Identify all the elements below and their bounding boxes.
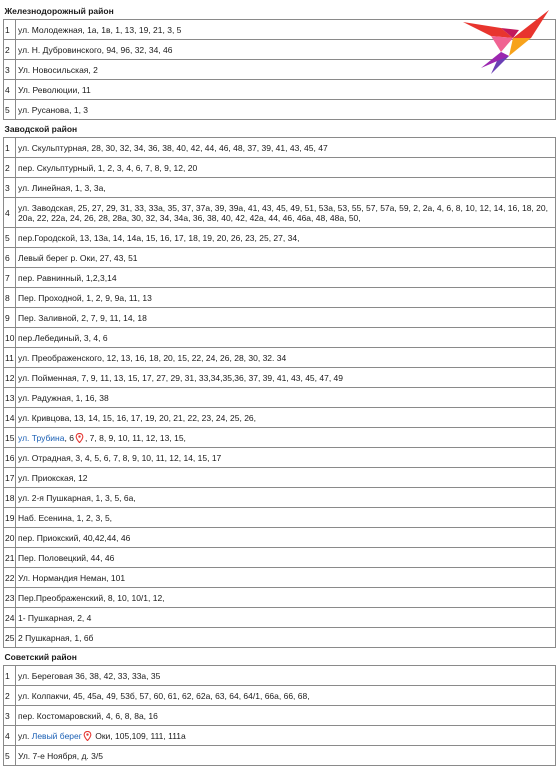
- address-text: ул. Н. Дубровинского, 94, 96, 32, 34, 46: [18, 44, 173, 55]
- address-text: ул. Отрадная, 3, 4, 5, 6, 7, 8, 9, 10, 11, 12, 14, 15, 17: [18, 452, 222, 463]
- row-number: 8: [4, 288, 16, 308]
- table-row: [4, 138, 556, 158]
- row-number: 7: [4, 268, 16, 288]
- table-row: [4, 100, 556, 120]
- address-cell: [16, 508, 556, 528]
- table-row: [4, 368, 556, 388]
- row-number: 11: [4, 348, 16, 368]
- table-row: [4, 508, 556, 528]
- table-row: [4, 328, 556, 348]
- address-text: 1- Пушкарная, 2, 4: [18, 612, 92, 623]
- address-text: Пер.Преображенский, 8, 10, 10/1, 12,: [18, 592, 165, 603]
- table-row: [4, 726, 556, 746]
- table-row: [4, 548, 556, 568]
- address-cell: [16, 548, 556, 568]
- address-cell: [16, 448, 556, 468]
- table-row: [4, 348, 556, 368]
- address-cell: [16, 100, 556, 120]
- table-row: [4, 308, 556, 328]
- address-cell: [16, 628, 556, 648]
- address-cell: [16, 80, 556, 100]
- address-text: ул. Береговая 36, 38, 42, 33, 33а, 35: [18, 670, 161, 681]
- address-text: Левый берег р. Оки, 27, 43, 51: [18, 252, 138, 263]
- address-cell: [16, 746, 556, 766]
- row-number: 3: [4, 178, 16, 198]
- address-cell: [16, 268, 556, 288]
- table-row: [4, 80, 556, 100]
- address-cell: [16, 308, 556, 328]
- table-row: [4, 528, 556, 548]
- address-text: Ул. Революции, 11: [18, 84, 91, 95]
- table-row: [4, 388, 556, 408]
- row-number: 3: [4, 60, 16, 80]
- bird-logo-icon: [461, 8, 551, 74]
- table-row: [4, 608, 556, 628]
- row-number: 3: [4, 706, 16, 726]
- address-text: ул. Русанова, 1, 3: [18, 104, 89, 115]
- table-row: [4, 268, 556, 288]
- address-cell: [16, 726, 556, 746]
- address-text: пер.Городской, 13, 13а, 14, 14а, 15, 16, 17, 18, 19, 20, 26, 23, 25, 27, 34,: [18, 232, 300, 243]
- table-row: [4, 228, 556, 248]
- row-number: 14: [4, 408, 16, 428]
- address-text: 2 Пушкарная, 1, 6б: [18, 632, 94, 643]
- address-rest: Оки, 105,109, 111, 111а: [92, 730, 186, 741]
- table-row: [4, 488, 556, 508]
- address-cell: [16, 198, 556, 228]
- table-row: [4, 428, 556, 448]
- address-cell: [16, 706, 556, 726]
- address-text: Ул. Новосильская, 2: [18, 64, 98, 75]
- address-text: ул. Радужная, 1, 16, 38: [18, 392, 109, 403]
- address-text: Ул. 7-е Ноября, д. 3/5: [18, 750, 103, 761]
- address-text: ул. Пойменная, 7, 9, 11, 13, 15, 17, 27, 29, 31, 33,34,35,36, 37, 39, 41, 43, 45, 47, 49: [18, 372, 344, 383]
- row-number: 24: [4, 608, 16, 628]
- address-cell: [16, 608, 556, 628]
- address-cell: [16, 468, 556, 488]
- district-heading: Железнодорожный район: [4, 2, 556, 20]
- table-row: [4, 198, 556, 228]
- address-cell: [16, 428, 556, 448]
- table-row: [4, 158, 556, 178]
- address-cell: [16, 408, 556, 428]
- page: [3, 2, 556, 766]
- table-row: [4, 628, 556, 648]
- address-cell: [16, 348, 556, 368]
- table-row: [4, 288, 556, 308]
- row-number: 10: [4, 328, 16, 348]
- address-text: Пер. Заливной, 2, 7, 9, 11, 14, 18: [18, 312, 147, 323]
- row-number: 20: [4, 528, 16, 548]
- address-cell: [16, 328, 556, 348]
- address-text: пер.Лебединый, 3, 4, 6: [18, 332, 108, 343]
- street-link[interactable]: Левый берег: [31, 730, 82, 741]
- address-text: пер. Приокский, 40,42,44, 46: [18, 532, 131, 543]
- table-row: [4, 248, 556, 268]
- address-text: ул. Молодежная, 1а, 1в, 1, 13, 19, 21, 3, 5: [18, 24, 182, 35]
- address-text: ул. Приокская, 12: [18, 472, 88, 483]
- row-number: 2: [4, 686, 16, 706]
- street-link[interactable]: ул. Трубина: [18, 432, 65, 443]
- address-rest: , 7, 8, 9, 10, 11, 12, 13, 15,: [84, 432, 186, 443]
- address-text: пер. Равнинный, 1,2,3,14: [18, 272, 117, 283]
- row-number: 5: [4, 746, 16, 766]
- row-number: 2: [4, 40, 16, 60]
- address-text: Наб. Есенина, 1, 2, 3, 5,: [18, 512, 113, 523]
- address-table: [3, 2, 556, 766]
- table-row: [4, 178, 556, 198]
- address-text: Пер. Проходной, 1, 2, 9, 9а, 11, 13: [18, 292, 152, 303]
- table-row: [4, 468, 556, 488]
- row-number: 18: [4, 488, 16, 508]
- address-cell: [16, 388, 556, 408]
- address-text: Ул. Нормандия Неман, 101: [18, 572, 126, 583]
- table-row: [4, 588, 556, 608]
- address-cell: [16, 228, 556, 248]
- row-number: 16: [4, 448, 16, 468]
- address-text: ул. Преображенского, 12, 13, 16, 18, 20, 15, 22, 24, 26, 28, 30, 32. 34: [18, 352, 287, 363]
- row-number: 4: [4, 80, 16, 100]
- row-number: 1: [4, 20, 16, 40]
- address-cell: [16, 488, 556, 508]
- address-cell: [16, 288, 556, 308]
- address-cell: [16, 666, 556, 686]
- address-text: пер. Скульптурный, 1, 2, 3, 4, 6, 7, 8, 9, 12, 20: [18, 162, 198, 173]
- address-text: , 6: [64, 432, 74, 443]
- address-cell: [16, 588, 556, 608]
- address-cell: [16, 528, 556, 548]
- row-number: 15: [4, 428, 16, 448]
- district-heading: Заводской район: [4, 120, 556, 138]
- table-row: [4, 408, 556, 428]
- row-number: 9: [4, 308, 16, 328]
- row-number: 5: [4, 100, 16, 120]
- table-row: [4, 568, 556, 588]
- address-cell: [16, 178, 556, 198]
- address-text: ул. Заводская, 25, 27, 29, 31, 33, 33а, 35, 37, 37а, 39, 39а, 41, 43, 45, 49, 51, 53а, 53, 55, 57, 57а, 59, 2, 2а, 4, 6, 8, 10, 12, 14, 16, 18, 20, 20а, 22, 22а, 24, 26, 28, 28а, 30, 32, 34, 34а, 36, 38, 40, 42, 42а, 44, 46, 46а, 48, 48а, 50,: [18, 202, 548, 223]
- map-pin-icon[interactable]: [83, 731, 92, 741]
- table-row: [4, 448, 556, 468]
- address-cell: [16, 568, 556, 588]
- row-number: 1: [4, 666, 16, 686]
- row-number: 13: [4, 388, 16, 408]
- address-text: ул. Кривцова, 13, 14, 15, 16, 17, 19, 20, 21, 22, 23, 24, 25, 26,: [18, 412, 257, 423]
- address-cell: [16, 248, 556, 268]
- district-heading: Советский район: [4, 648, 556, 666]
- address-text: Пер. Половецкий, 44, 46: [18, 552, 115, 563]
- address-prefix: ул.: [18, 730, 32, 741]
- row-number: 12: [4, 368, 16, 388]
- row-number: 4: [4, 726, 16, 746]
- address-cell: [16, 368, 556, 388]
- row-number: 1: [4, 138, 16, 158]
- address-cell: [16, 158, 556, 178]
- address-text: ул. Скульптурная, 28, 30, 32, 34, 36, 38, 40, 42, 44, 46, 48, 37, 39, 41, 43, 45, 47: [18, 142, 328, 153]
- table-row: [4, 706, 556, 726]
- row-number: 5: [4, 228, 16, 248]
- table-row: [4, 666, 556, 686]
- address-cell: [16, 138, 556, 158]
- address-text: ул. Линейная, 1, 3, 3а,: [18, 182, 106, 193]
- address-text: ул. Колпакчи, 45, 45а, 49, 53б, 57, 60, 61, 62, 62а, 63, 64, 64/1, 66а, 66, 68,: [18, 690, 310, 701]
- row-number: 6: [4, 248, 16, 268]
- address-text: пер. Костомаровский, 4, 6, 8, 8а, 16: [18, 710, 158, 721]
- row-number: 22: [4, 568, 16, 588]
- map-pin-icon[interactable]: [75, 433, 84, 443]
- table-row: [4, 746, 556, 766]
- row-number: 25: [4, 628, 16, 648]
- row-number: 21: [4, 548, 16, 568]
- table-row: [4, 686, 556, 706]
- row-number: 17: [4, 468, 16, 488]
- row-number: 2: [4, 158, 16, 178]
- address-text: ул. 2-я Пушкарная, 1, 3, 5, 6а,: [18, 492, 136, 503]
- row-number: 23: [4, 588, 16, 608]
- row-number: 4: [4, 198, 16, 228]
- row-number: 19: [4, 508, 16, 528]
- address-cell: [16, 686, 556, 706]
